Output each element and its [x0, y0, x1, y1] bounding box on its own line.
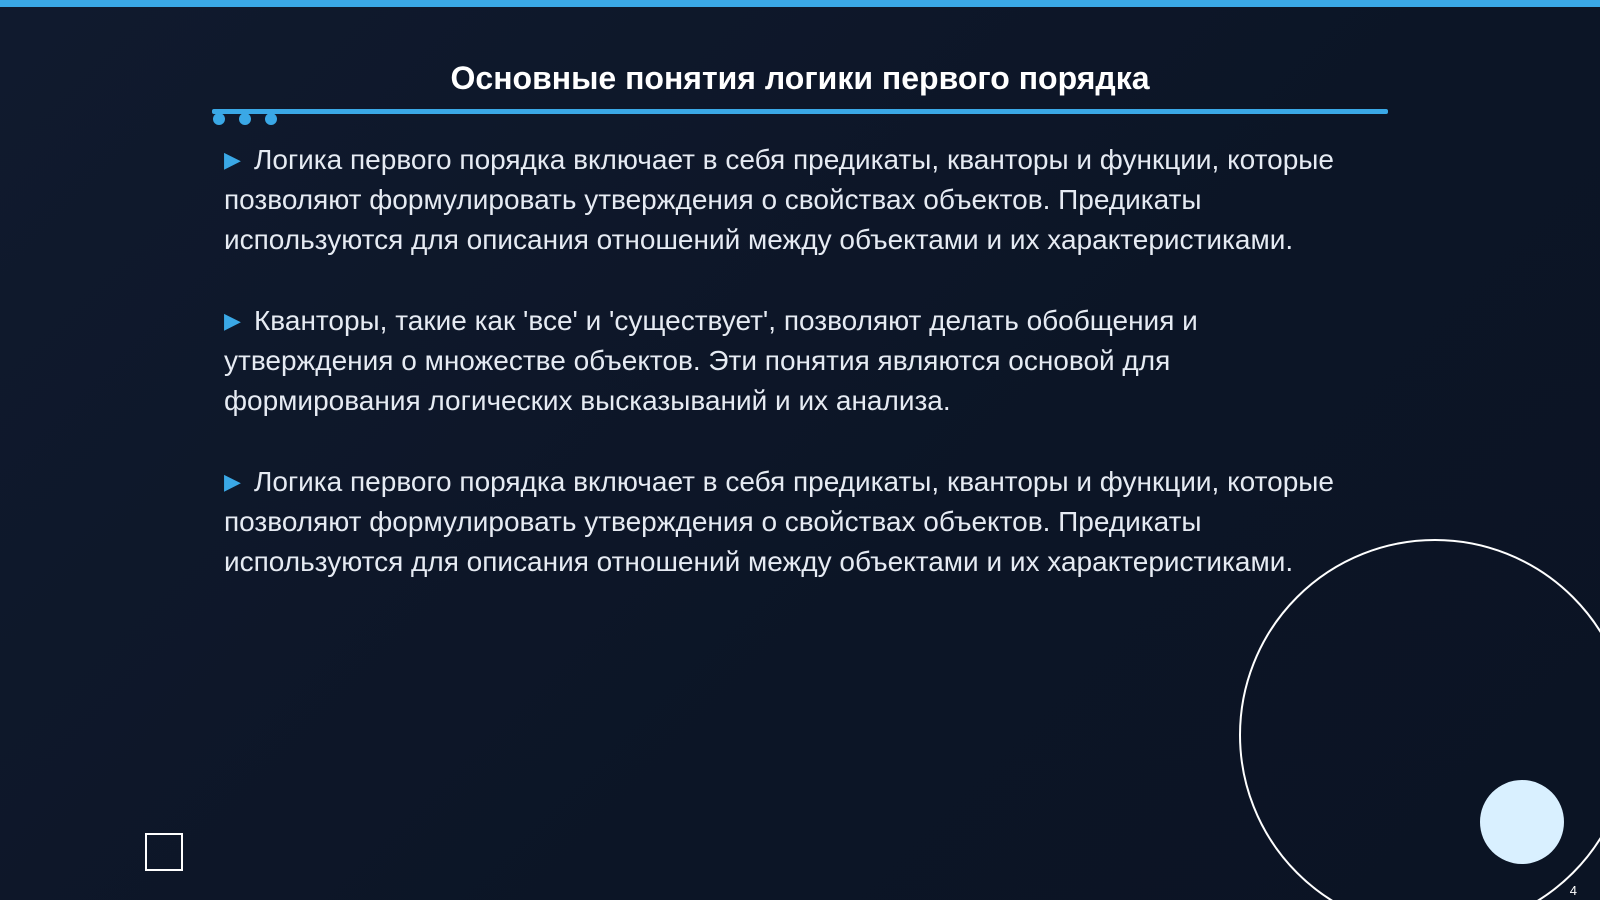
page-number: 4 — [1569, 883, 1577, 898]
decorative-filled-circle — [1480, 780, 1564, 864]
triangle-bullet-icon: ▶ — [224, 469, 241, 494]
triangle-bullet-icon: ▶ — [224, 147, 241, 172]
bullet-item — [224, 301, 1334, 421]
bullet-text: Логика первого порядка включает в себя предикаты, кванторы и функции, которые позволяют формулировать утверждения о свойствах объектов. Предикаты используются для описания отношений между объектами и их характеристиками. — [224, 466, 1334, 577]
bullet-item — [224, 462, 1334, 582]
decorative-square-outline — [145, 833, 183, 871]
title-underline — [212, 109, 1388, 114]
bullet-text: Кванторы, такие как 'все' и 'существует', позволяют делать обобщения и утверждения о множестве объектов. Эти понятия являются основой для формирования логических высказываний и их анализа. — [224, 305, 1198, 416]
decorative-dot — [239, 113, 251, 125]
bullet-list — [224, 140, 1334, 623]
top-accent-bar — [0, 0, 1600, 7]
triangle-bullet-icon: ▶ — [224, 308, 241, 333]
bullet-item — [224, 140, 1334, 260]
decorative-dot — [265, 113, 277, 125]
slide-title: Основные понятия логики первого порядка — [450, 60, 1150, 96]
bullet-text: Логика первого порядка включает в себя предикаты, кванторы и функции, которые позволяют формулировать утверждения о свойствах объектов. Предикаты используются для описания отношений между объектами и их характеристиками. — [224, 144, 1334, 255]
decorative-dot — [213, 113, 225, 125]
